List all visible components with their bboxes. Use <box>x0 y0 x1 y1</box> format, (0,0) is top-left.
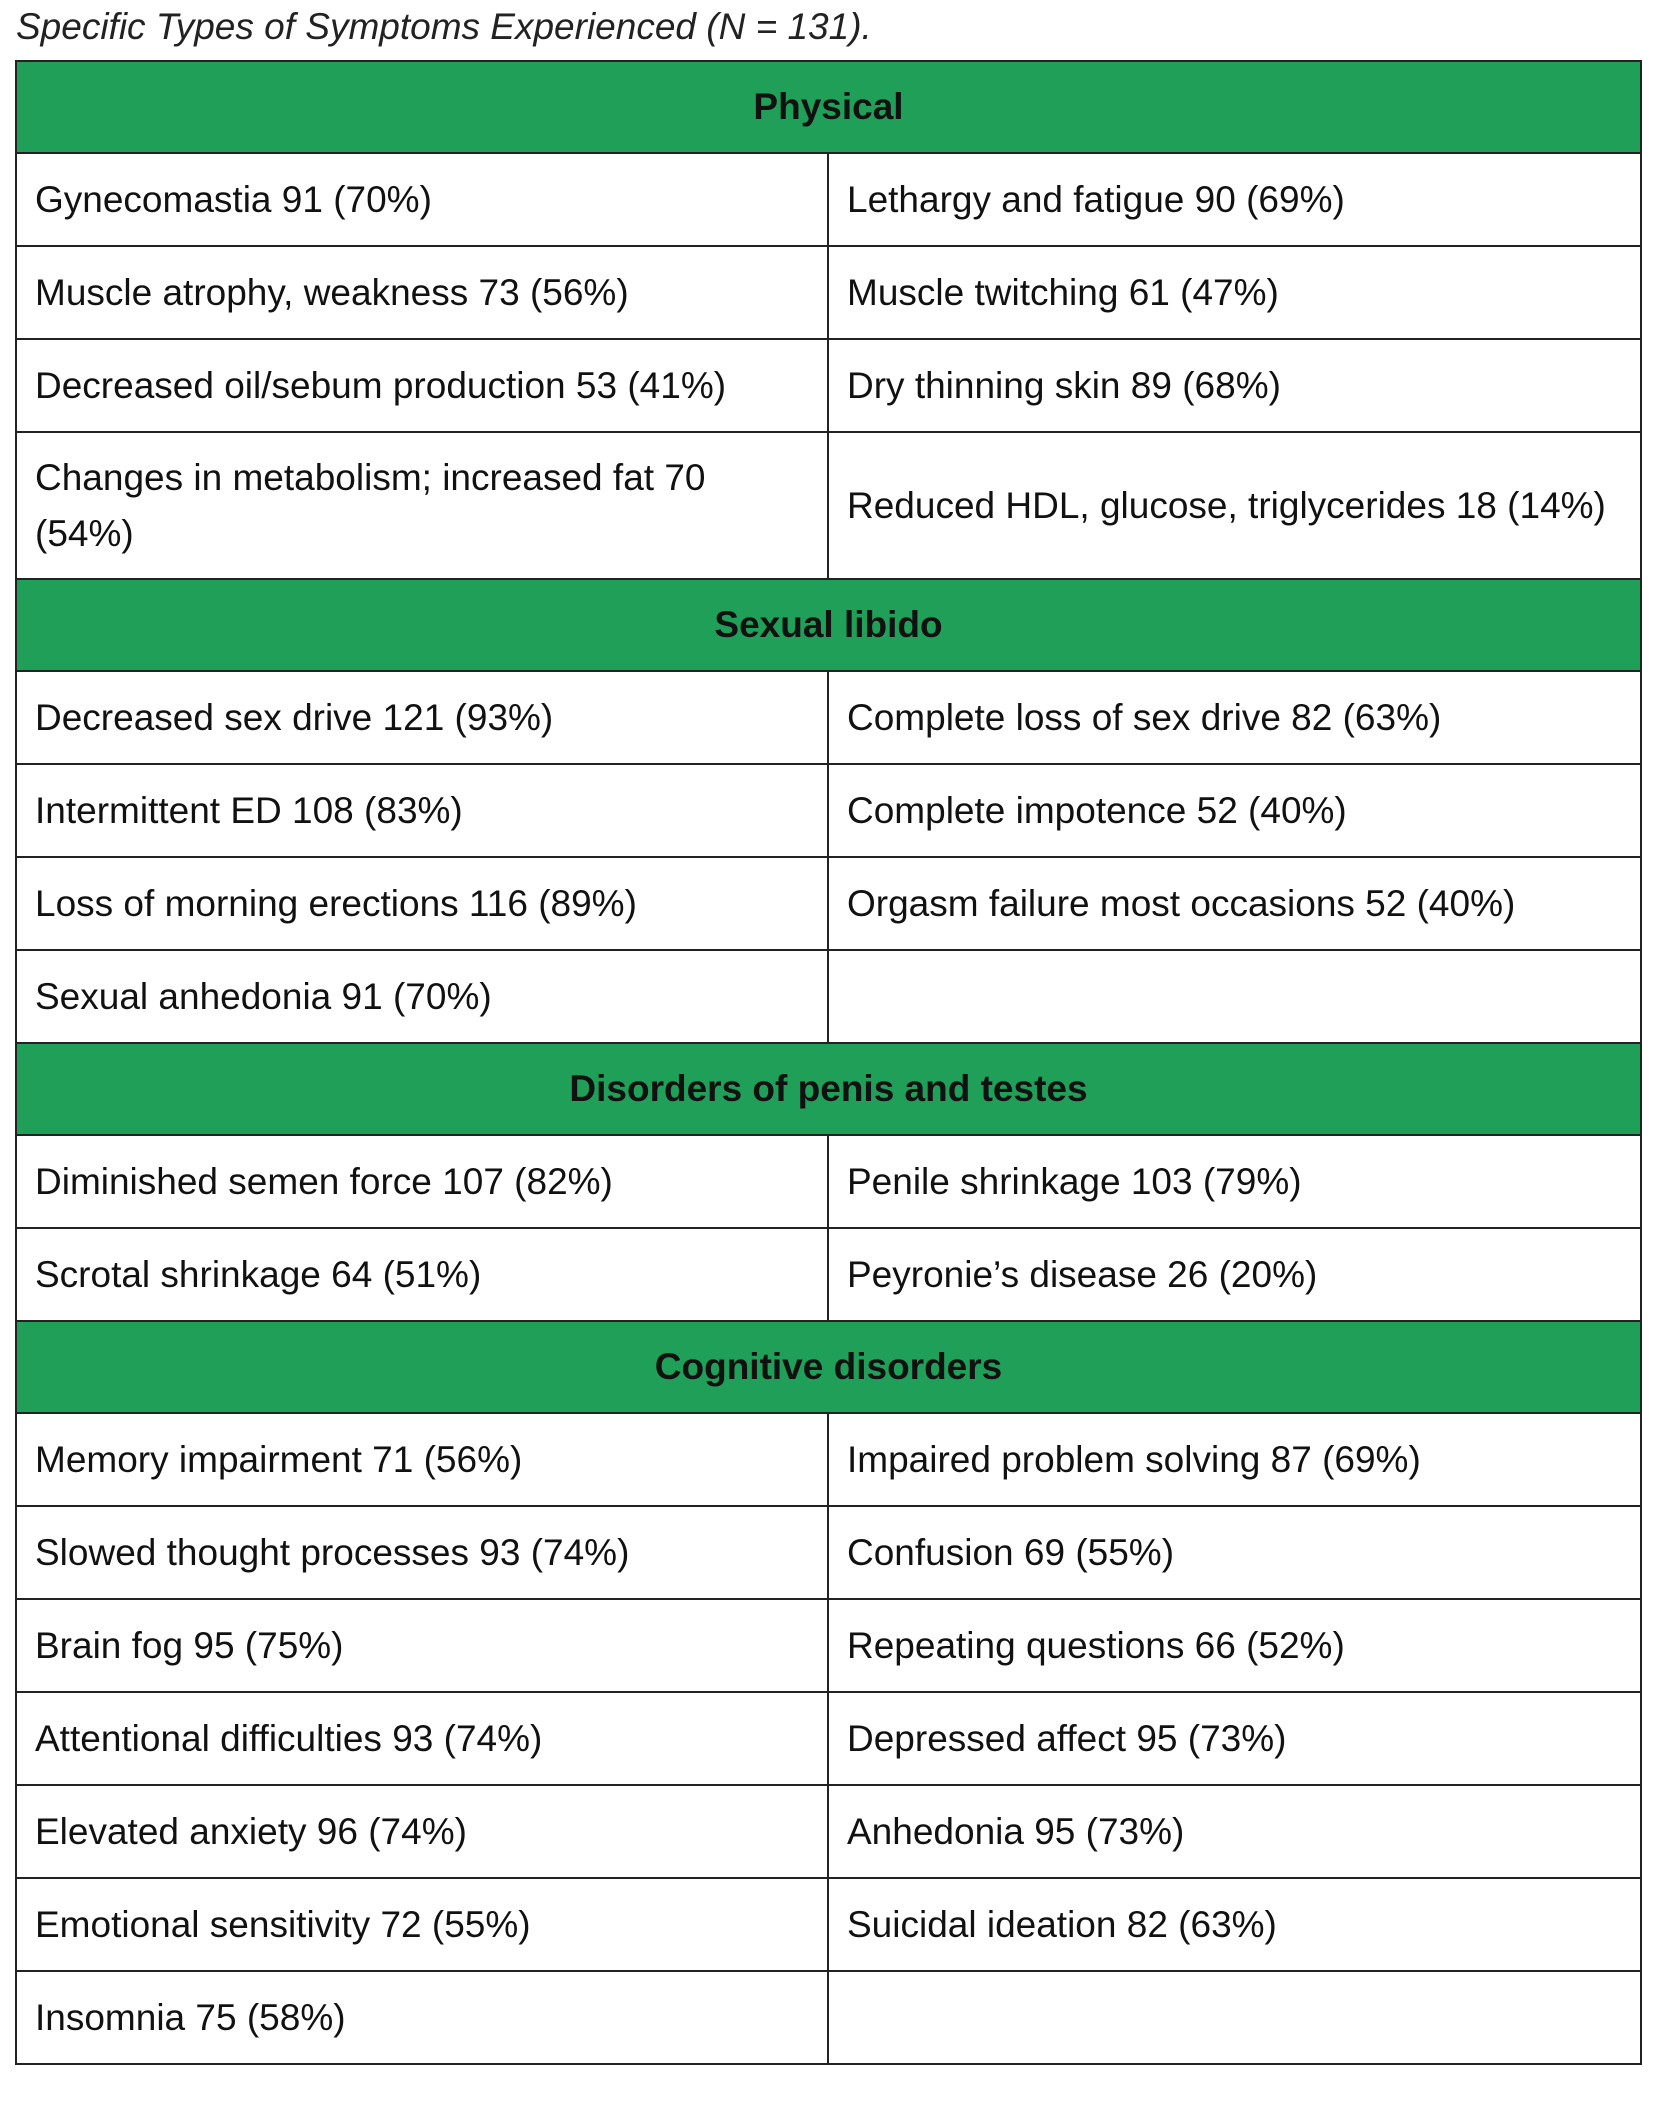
table-row <box>16 671 1641 764</box>
symptom-cell: Attentional difficulties 93 (74%) <box>16 1692 828 1785</box>
section-header-row <box>16 1043 1641 1135</box>
symptom-cell: Insomnia 75 (58%) <box>16 1971 828 2064</box>
symptom-cell: Memory impairment 71 (56%) <box>16 1413 828 1506</box>
section-header: Cognitive disorders <box>16 1321 1641 1413</box>
table-row <box>16 857 1641 950</box>
symptom-cell: Slowed thought processes 93 (74%) <box>16 1506 828 1599</box>
section-header: Sexual libido <box>16 579 1641 671</box>
symptom-cell: Confusion 69 (55%) <box>828 1506 1641 1599</box>
table-row <box>16 1692 1641 1785</box>
symptom-cell: Reduced HDL, glucose, triglycerides 18 (14%) <box>828 432 1641 579</box>
symptom-cell: Gynecomastia 91 (70%) <box>16 153 828 246</box>
symptom-cell: Intermittent ED 108 (83%) <box>16 764 828 857</box>
section-header: Physical <box>16 61 1641 153</box>
table-row <box>16 339 1641 432</box>
symptom-cell <box>828 950 1641 1043</box>
symptom-cell: Peyronie’s disease 26 (20%) <box>828 1228 1641 1321</box>
symptom-cell: Dry thinning skin 89 (68%) <box>828 339 1641 432</box>
symptom-cell: Elevated anxiety 96 (74%) <box>16 1785 828 1878</box>
symptom-cell: Emotional sensitivity 72 (55%) <box>16 1878 828 1971</box>
symptom-cell: Impaired problem solving 87 (69%) <box>828 1413 1641 1506</box>
symptom-cell: Brain fog 95 (75%) <box>16 1599 828 1692</box>
symptom-cell <box>828 1971 1641 2064</box>
symptom-cell: Depressed affect 95 (73%) <box>828 1692 1641 1785</box>
table-row <box>16 1785 1641 1878</box>
symptom-cell: Lethargy and fatigue 90 (69%) <box>828 153 1641 246</box>
table-row <box>16 432 1641 579</box>
table-row <box>16 950 1641 1043</box>
section-header: Disorders of penis and testes <box>16 1043 1641 1135</box>
symptom-cell: Penile shrinkage 103 (79%) <box>828 1135 1641 1228</box>
table-row <box>16 153 1641 246</box>
table-row <box>16 1599 1641 1692</box>
symptom-cell: Repeating questions 66 (52%) <box>828 1599 1641 1692</box>
section-header-row <box>16 579 1641 671</box>
section-header-row <box>16 61 1641 153</box>
table-row <box>16 1971 1641 2064</box>
symptom-cell: Loss of morning erections 116 (89%) <box>16 857 828 950</box>
symptom-cell: Complete loss of sex drive 82 (63%) <box>828 671 1641 764</box>
symptom-cell: Decreased oil/sebum production 53 (41%) <box>16 339 828 432</box>
symptom-cell: Sexual anhedonia 91 (70%) <box>16 950 828 1043</box>
symptom-cell: Anhedonia 95 (73%) <box>828 1785 1641 1878</box>
table-row <box>16 1135 1641 1228</box>
symptom-cell: Suicidal ideation 82 (63%) <box>828 1878 1641 1971</box>
table-row <box>16 1228 1641 1321</box>
table-row <box>16 1413 1641 1506</box>
table-caption: Specific Types of Symptoms Experienced (N = 131). <box>16 6 872 47</box>
table-row <box>16 246 1641 339</box>
symptoms-table <box>15 60 1642 2065</box>
symptom-cell: Muscle twitching 61 (47%) <box>828 246 1641 339</box>
table-row <box>16 1878 1641 1971</box>
section-header-row <box>16 1321 1641 1413</box>
symptom-cell: Decreased sex drive 121 (93%) <box>16 671 828 764</box>
table-row <box>16 1506 1641 1599</box>
symptom-cell: Changes in metabolism; increased fat 70 (54%) <box>16 432 828 579</box>
symptom-cell: Scrotal shrinkage 64 (51%) <box>16 1228 828 1321</box>
table-row <box>16 764 1641 857</box>
symptom-cell: Complete impotence 52 (40%) <box>828 764 1641 857</box>
symptom-cell: Orgasm failure most occasions 52 (40%) <box>828 857 1641 950</box>
symptom-cell: Diminished semen force 107 (82%) <box>16 1135 828 1228</box>
symptom-cell: Muscle atrophy, weakness 73 (56%) <box>16 246 828 339</box>
